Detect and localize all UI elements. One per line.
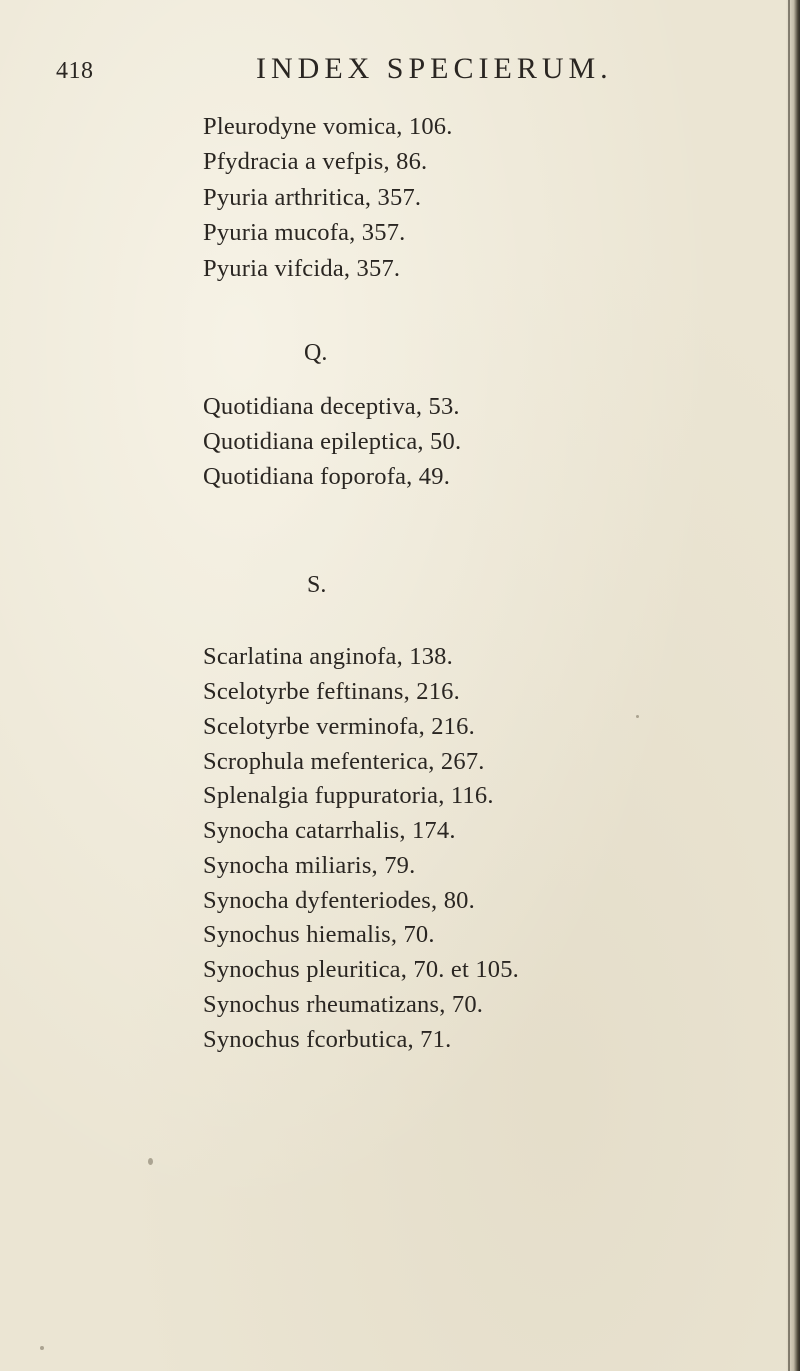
index-entry: Pleurodyne vomica, 106. [203,113,453,140]
index-entry: Scelotyrbe feftinans, 216. [203,678,460,705]
index-entry: Scelotyrbe verminofa, 216. [203,713,475,740]
page-edge-line [788,0,790,1371]
running-title: INDEX SPECIERUM. [256,52,613,85]
paper-speck [636,715,639,718]
section-letter-q: Q. [304,340,328,366]
index-entry: Pyuria arthritica, 357. [203,184,422,211]
index-entry: Quotidiana epileptica, 50. [203,428,462,455]
paper-speck [40,1346,44,1350]
index-entry: Splenalgia fuppuratoria, 116. [203,782,494,809]
index-entry: Quotidiana deceptiva, 53. [203,393,460,420]
index-entry: Synochus hiemalis, 70. [203,921,435,948]
page-number: 418 [56,58,94,84]
index-entry: Synocha catarrhalis, 174. [203,817,456,844]
paper-speck [148,1158,153,1165]
index-entry: Pfydracia a vefpis, 86. [203,148,428,175]
index-entry: Quotidiana foporofa, 49. [203,463,451,490]
index-entry: Synocha miliaris, 79. [203,852,416,879]
index-entry: Synochus pleuritica, 70. et 105. [203,956,519,983]
index-entry: Scrophula mefenterica, 267. [203,748,485,775]
section-letter-s: S. [307,572,327,598]
index-entry: Pyuria mucofa, 357. [203,219,406,246]
index-entry: Synocha dyfenteriodes, 80. [203,887,475,914]
page-header [56,50,716,90]
index-entry: Synochus fcorbutica, 71. [203,1026,452,1053]
index-entry: Synochus rheumatizans, 70. [203,991,484,1018]
index-entry: Scarlatina anginofa, 138. [203,643,453,670]
index-entry: Pyuria vifcida, 357. [203,255,401,282]
